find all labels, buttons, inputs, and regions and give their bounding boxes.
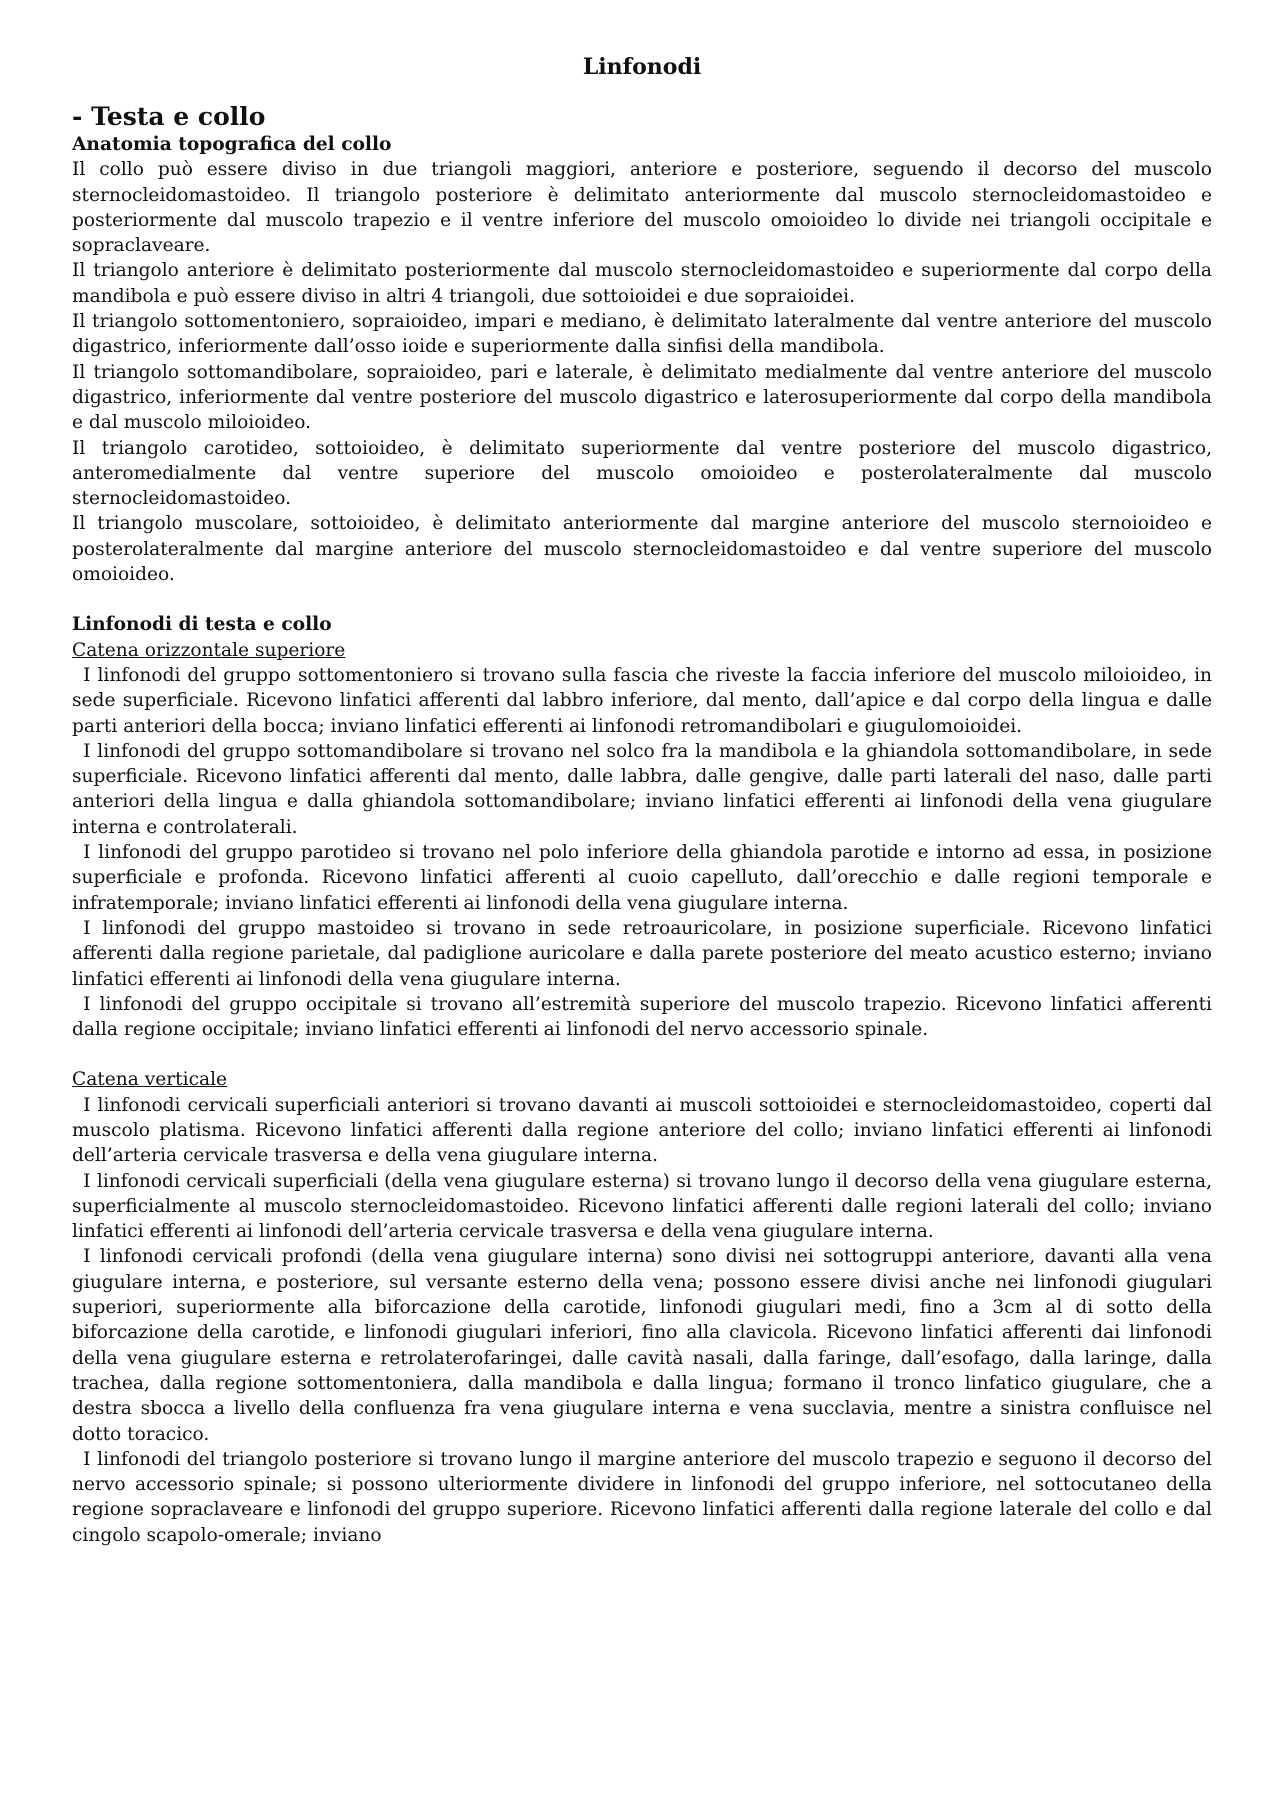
horizontal-chain-paragraph: I linfonodi del gruppo mastoideo si trovano in sede retroauricolare, in posizione superficiale. Ricevono linfatici afferenti dalla regione parietale, dal padiglione auricolare e dalla parete posteriore del meato acustico esterno; inviano linfatici efferenti ai linfonodi della vena giugulare interna. [72,917,1212,990]
section-title: - Testa e collo [72,102,266,131]
horizontal-chain-heading: Catena orizzontale superiore [72,639,346,661]
anatomy-paragraph: Il triangolo anteriore è delimitato posteriormente dal muscolo sternocleidomastoideo e superiormente dal corpo della mandibola e può essere diviso in altri 4 triangoli, due sottoioidei e due sopraioidei. [72,260,1212,307]
horizontal-chain-paragraph: I linfonodi del gruppo sottomandibolare si trovano nel solco fra la mandibola e la ghiandola sottomandibolare, in sede superficiale. Ricevono linfatici afferenti dal mento, dalle labbra, dalle gengive, dalle parti laterali del naso, dalle parti anteriori della lingua e dalla ghiandola sottomandibolare; inviano linfatici efferenti ai linfonodi della vena giugulare interna e controlaterali. [72,740,1212,838]
horizontal-chain-paragraph: I linfonodi del gruppo sottomentoniero si trovano sulla fascia che riveste la faccia inferiore del muscolo miloioideo, in sede superficiale. Ricevono linfatici afferenti dal labbro inferiore, dal mento, dall’apice e dal corpo della lingua e dalle parti anteriori della bocca; inviano linfatici efferenti ai linfonodi retromandibolari e giugulomoioidei. [72,664,1212,737]
document-page [72,52,1212,1548]
anatomy-paragraph: Il collo può essere diviso in due triangoli maggiori, anteriore e posteriore, seguendo il decorso del muscolo sternocleidomastoideo. Il triangolo posteriore è delimitato anteriormente dal muscolo sternocleidomastoideo e posteriormente dal muscolo trapezio e il ventre inferiore del muscolo omoioideo lo divide nei triangoli occipitale e sopraclaveare. [72,159,1212,257]
anatomy-paragraph: Il triangolo sottomandibolare, sopraioideo, pari e laterale, è delimitato medialmente dal ventre anteriore del muscolo digastrico, inferiormente dal ventre posteriore del muscolo digastrico e laterosuperiormente dal corpo della mandibola e dal muscolo miloioideo. [72,361,1212,434]
anatomy-heading: Anatomia topografica del collo [72,134,392,155]
horizontal-chain-paragraph: I linfonodi del gruppo parotideo si trovano nel polo inferiore della ghiandola parotide e intorno ad essa, in posizione superficiale e profonda. Ricevono linfatici afferenti al cuoio capelluto, dall’orecchio e dalle regioni temporale e infratemporale; inviano linfatici efferenti ai linfonodi della vena giugulare interna. [72,842,1212,914]
vertical-chain-paragraph: I linfonodi cervicali profondi (della vena giugulare interna) sono divisi nei sottogruppi anteriore, davanti alla vena giugulare interna, e posteriore, sul versante esterno della vena; possono essere divisi anche nei linfonodi giugulari superiori, superiormente alla biforcazione della carotide, linfonodi giugulari medi, fino a 3cm al di sotto della biforcazione della carotide, e linfonodi giugulari inferiori, fino alla clavicola. Ricevono linfatici afferenti dai linfonodi della vena giugulare esterna e retrolaterofaringei, dalle cavità nasali, dalla faringe, dall’esofago, dalla laringe, dalla trachea, dalla regione sottomentoniera, dalla mandibola e dalla lingua; formano il tronco linfatico giugulare, che a destra sbocca a livello della confluenza fra vena giugulare interna e vena succlavia, mentre a sinistra confluisce nel dotto toracico. [72,1246,1212,1445]
vertical-chain-paragraph: I linfonodi cervicali superficiali anteriori si trovano davanti ai muscoli sottoioidei e sternocleidomastoideo, coperti dal muscolo platisma. Ricevono linfatici afferenti dalla regione anteriore del collo; inviano linfatici efferenti ai linfonodi dell’arteria cervicale trasversa e della vena giugulare interna. [72,1094,1212,1167]
horizontal-chain-paragraph: I linfonodi del gruppo occipitale si trovano all’estremità superiore del muscolo trapezio. Ricevono linfatici afferenti dalla regione occipitale; inviano linfatici efferenti ai linfonodi del nervo accessorio spinale. [72,993,1212,1041]
anatomy-paragraph: Il triangolo muscolare, sottoioideo, è delimitato anteriormente dal margine anteriore del muscolo sternoioideo e posterolateralmente dal margine anteriore del muscolo sternocleidomastoideo e dal ventre superiore del muscolo omoioideo. [72,513,1212,586]
anatomy-paragraph: Il triangolo sottomentoniero, sopraioideo, impari e mediano, è delimitato lateralmente dal ventre anteriore del muscolo digastrico, inferiormente dall’osso ioide e superiormente dalla sinfisi della mandibola. [72,311,1212,358]
vertical-chain-paragraph: I linfonodi cervicali superficiali (della vena giugulare esterna) si trovano lungo il decorso della vena giugulare esterna, superficialmente al muscolo sternocleidomastoideo. Ricevono linfatici afferenti dalle regioni laterali del collo; inviano linfatici efferenti ai linfonodi dell’arteria cervicale trasversa e della vena giugulare interna. [72,1170,1212,1243]
document-title: Linfonodi [582,54,702,80]
anatomy-paragraph: Il triangolo carotideo, sottoioideo, è delimitato superiormente dal ventre posteriore del muscolo digastrico, anteromedialmente dal ventre superiore del muscolo omoioideo e posterolateralmente dal muscolo sternocleidomastoideo. [72,437,1212,510]
lymph-nodes-heading: Linfonodi di testa e collo [72,614,332,636]
vertical-chain-paragraph: I linfonodi del triangolo posteriore si trovano lungo il margine anteriore del muscolo trapezio e seguono il decorso del nervo accessorio spinale; si possono ulteriormente dividere in linfonodi del gruppo inferiore, nel sottocutaneo della regione sopraclaveare e linfonodi del gruppo superiore. Ricevono linfatici afferenti dalla regione laterale del collo e dal cingolo scapolo-omerale; inviano [72,1448,1212,1546]
vertical-chain-heading: Catena verticale [72,1069,228,1091]
